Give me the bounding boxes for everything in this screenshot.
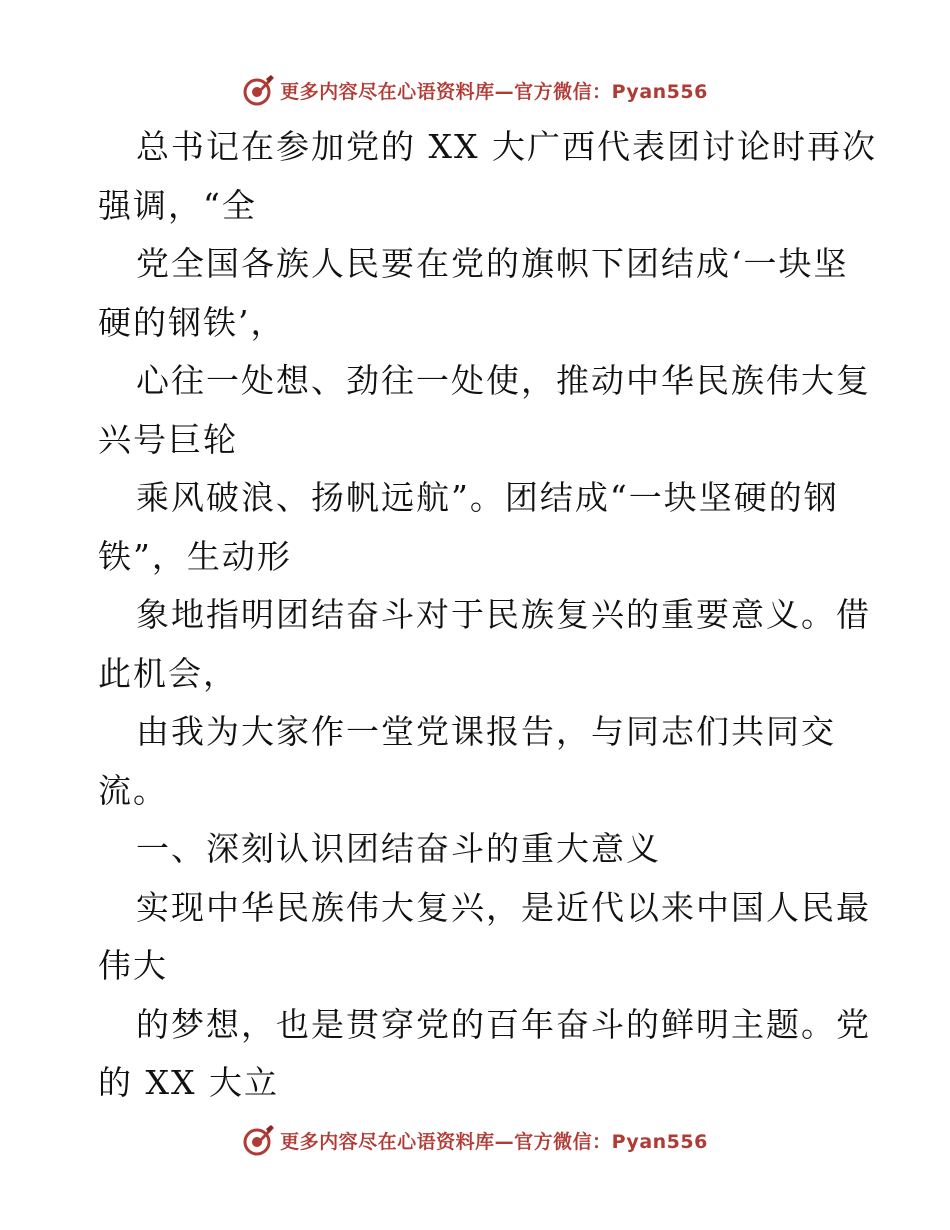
body-line: 由我为大家作一堂党课报告，与同志们共同交	[136, 712, 836, 751]
body-line: 伟大	[98, 946, 168, 985]
body-line: 的 XX 大立	[98, 1063, 279, 1102]
body-line: 总书记在参加党的 XX 大广西代表团讨论时再次	[136, 127, 877, 166]
body-line: 此机会，	[98, 653, 238, 693]
watermark-text: 更多内容尽在心语资料库—官方微信：Pyan556	[280, 80, 708, 103]
document-body	[98, 118, 877, 1113]
body-line: 实现中华民族伟大复兴，是近代以来中国人民最	[136, 887, 871, 927]
body-line: 心往一处想、劲往一处使，推动中华民族伟大复	[136, 361, 871, 400]
body-line: 的梦想，也是贯穿党的百年奋斗的鲜明主题。党	[136, 1004, 871, 1044]
header-watermark	[0, 70, 950, 110]
body-line: 铁”，生动形	[98, 536, 292, 576]
body-line: 象地指明团结奋斗对于民族复兴的重要意义。借	[136, 595, 871, 634]
body-line: 流。	[98, 770, 168, 810]
body-line: 强调，“全	[98, 185, 257, 225]
section-heading: 一、深刻认识团结奋斗的重大意义	[136, 829, 661, 868]
footer-watermark	[0, 1120, 950, 1160]
watermark-text: 更多内容尽在心语资料库—官方微信：Pyan556	[280, 1130, 708, 1153]
body-line: 乘风破浪、扬帆远航”。团结成“一块坚硬的钢	[136, 478, 839, 517]
body-line: 党全国各族人民要在党的旗帜下团结成‘一块坚	[136, 244, 849, 283]
quill-logo-icon	[242, 73, 276, 107]
quill-logo-icon	[242, 1123, 276, 1157]
body-line: 兴号巨轮	[98, 419, 238, 459]
body-line: 硬的钢铁’，	[98, 302, 286, 342]
